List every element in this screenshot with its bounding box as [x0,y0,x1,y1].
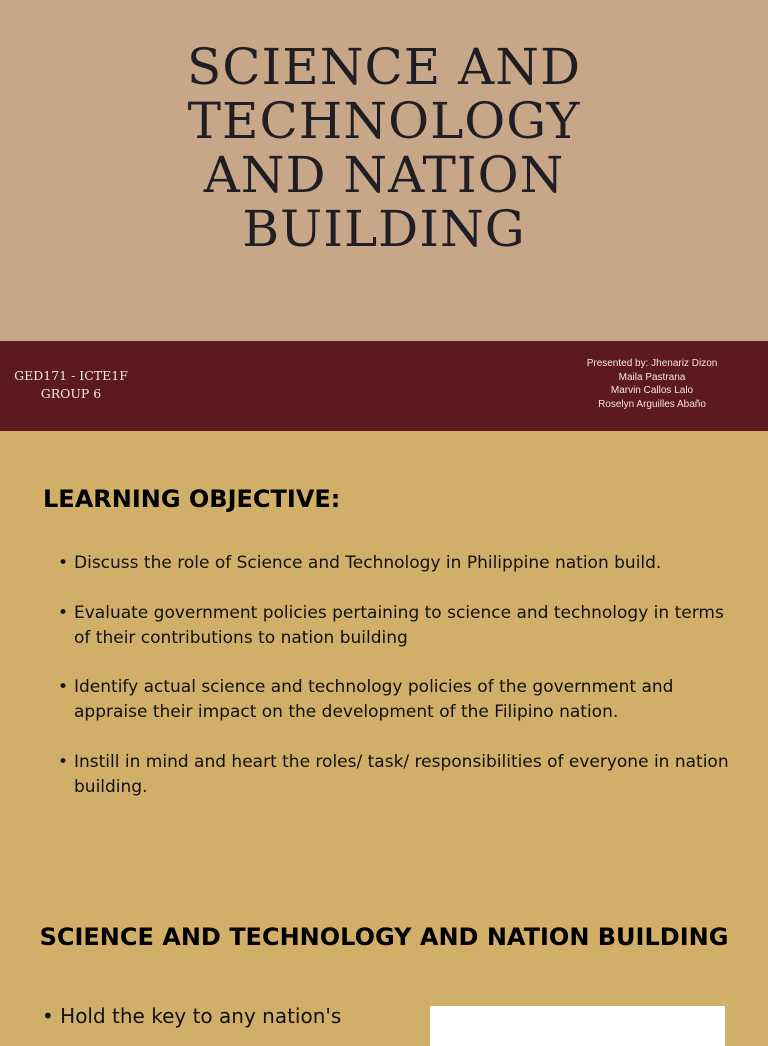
title-line: TECHNOLOGY [187,92,581,150]
presenter-line: Maila Pastrana [618,371,686,383]
title-band [0,0,768,341]
objective-item [44,750,734,800]
objective-item [44,551,734,576]
objectives-list [44,551,734,824]
course-code: GED171 - ICTE1F [14,368,128,383]
section-heading: SCIENCE AND TECHNOLOGY AND NATION BUILDING [39,923,729,951]
presenter-line: Presented by: Jhenariz Dizon [586,358,718,369]
objective-text: Discuss the role of Science and Technology in Philippine nation build. [74,553,662,573]
presenter-line: Marvin Callos Lalo [610,385,694,396]
info-bar [0,341,768,431]
objective-item [44,601,734,651]
bullet-icon: • [58,553,69,573]
presenter-line: Roselyn Arguilles Abaño [598,398,706,410]
title-line: SCIENCE AND [186,38,582,96]
objective-text: Evaluate government policies pertaining to science and technology in terms of their contributions to nation building [74,602,724,648]
content-area [0,431,768,1028]
group-label: GROUP 6 [40,386,102,401]
image-placeholder [430,1006,725,1046]
bullet-icon: • [58,677,69,697]
objective-text: Instill in mind and heart the roles/ task/ responsibilities of everyone in nation building. [74,751,729,797]
bullet-icon: • [58,751,69,772]
title-line: AND NATION [203,146,565,204]
section-bullet-text: • Hold the key to any nation's [42,1004,342,1028]
presenters-list [562,357,742,411]
objective-text: Identify actual science and technology policies of the government and appraise their impact on the development of the Filipino nation. [74,677,674,722]
course-info [0,367,142,403]
title-line: BUILDING [242,200,526,258]
bullet-icon: • [58,602,69,623]
objective-item [44,675,734,725]
learning-objective-heading: LEARNING OBJECTIVE: [43,485,341,513]
page-title [0,40,768,256]
